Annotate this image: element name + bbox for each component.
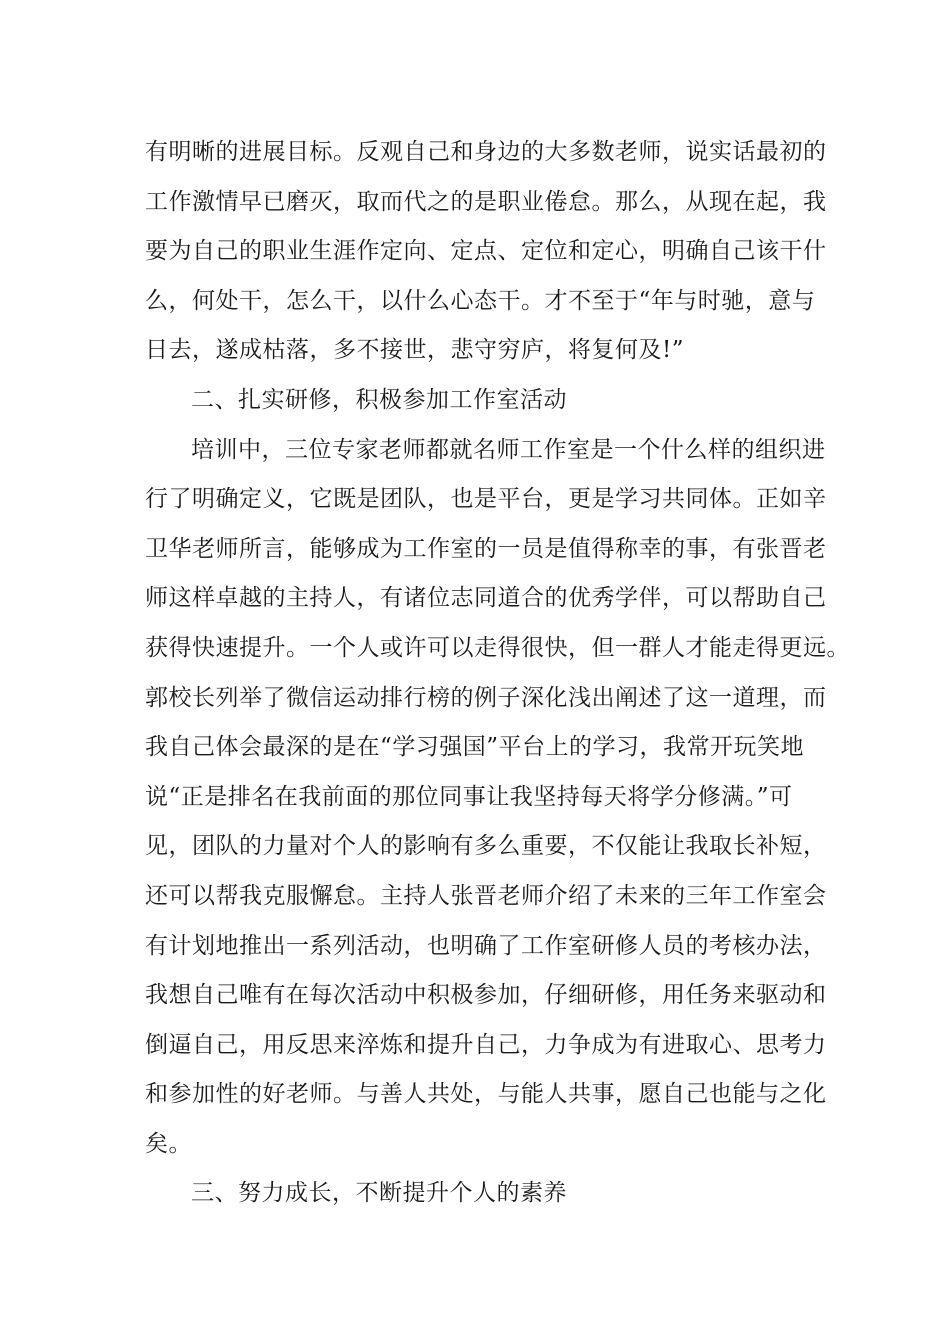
text-line: 要为自己的职业生涯作定向、定点、定位和定心，明确自己该干什 [145,238,827,265]
text-line: 有计划地推出一系列活动，也明确了工作室研修人员的考核办法， [145,932,827,959]
text-line: 我想自己唯有在每次活动中积极参加，仔细研修，用任务来驱动和 [145,982,827,1009]
section-heading: 二、扎实研修，积极参加工作室活动 [191,386,567,413]
text-line: 工作激情早已磨灭，取而代之的是职业倦怠。那么，从现在起，我 [145,188,827,215]
text-line: 还可以帮我克服懈怠。主持人张晋老师介绍了未来的三年工作室会 [145,882,827,909]
text-line: 我自己体会最深的是在“学习强国”平台上的学习，我常开玩笑地 [145,734,805,761]
text-line: 说“正是排名在我前面的那位同事让我坚持每天将学分修满。”可 [145,783,793,810]
text-line: 日去，遂成枯落，多不接世，悲守穷庐，将复何及!” [145,337,685,364]
text-line: 卫华老师所言，能够成为工作室的一员是值得称幸的事，有张晋老 [145,535,827,562]
section-heading: 三、努力成长，不断提升个人的素养 [191,1180,567,1207]
text-line: 矣。 [145,1130,192,1157]
text-line: 获得快速提升。一个人或许可以走得很快，但一群人才能走得更远。 [145,634,850,661]
text-line: 有明晰的进展目标。反观自己和身边的大多数老师，说实话最初的 [145,139,827,165]
text-line: 么，何处干，怎么干，以什么心态干。才不至于“年与时驰，意与 [145,287,816,314]
paragraph-start: 培训中，三位专家老师都就名师工作室是一个什么样的组织进 [191,436,826,463]
text-line: 倒逼自己，用反思来淬炼和提升自己，力争成为有进取心、思考力 [145,1031,827,1058]
body-text [145,133,850,1224]
text-line: 郭校长列举了微信运动排行榜的例子深化浅出阐述了这一道理，而 [145,684,827,711]
text-line: 见，团队的力量对个人的影响有多么重要，不仅能让我取长补短， [145,833,827,860]
text-line: 和参加性的好老师。与善人共处，与能人共事，愿自己也能与之化 [145,1081,827,1108]
text-line: 师这样卓越的主持人，有诸位志同道合的优秀学伴，可以帮助自己 [145,585,827,612]
text-line: 行了明确定义，它既是团队，也是平台，更是学习共同体。正如辛 [145,486,827,513]
